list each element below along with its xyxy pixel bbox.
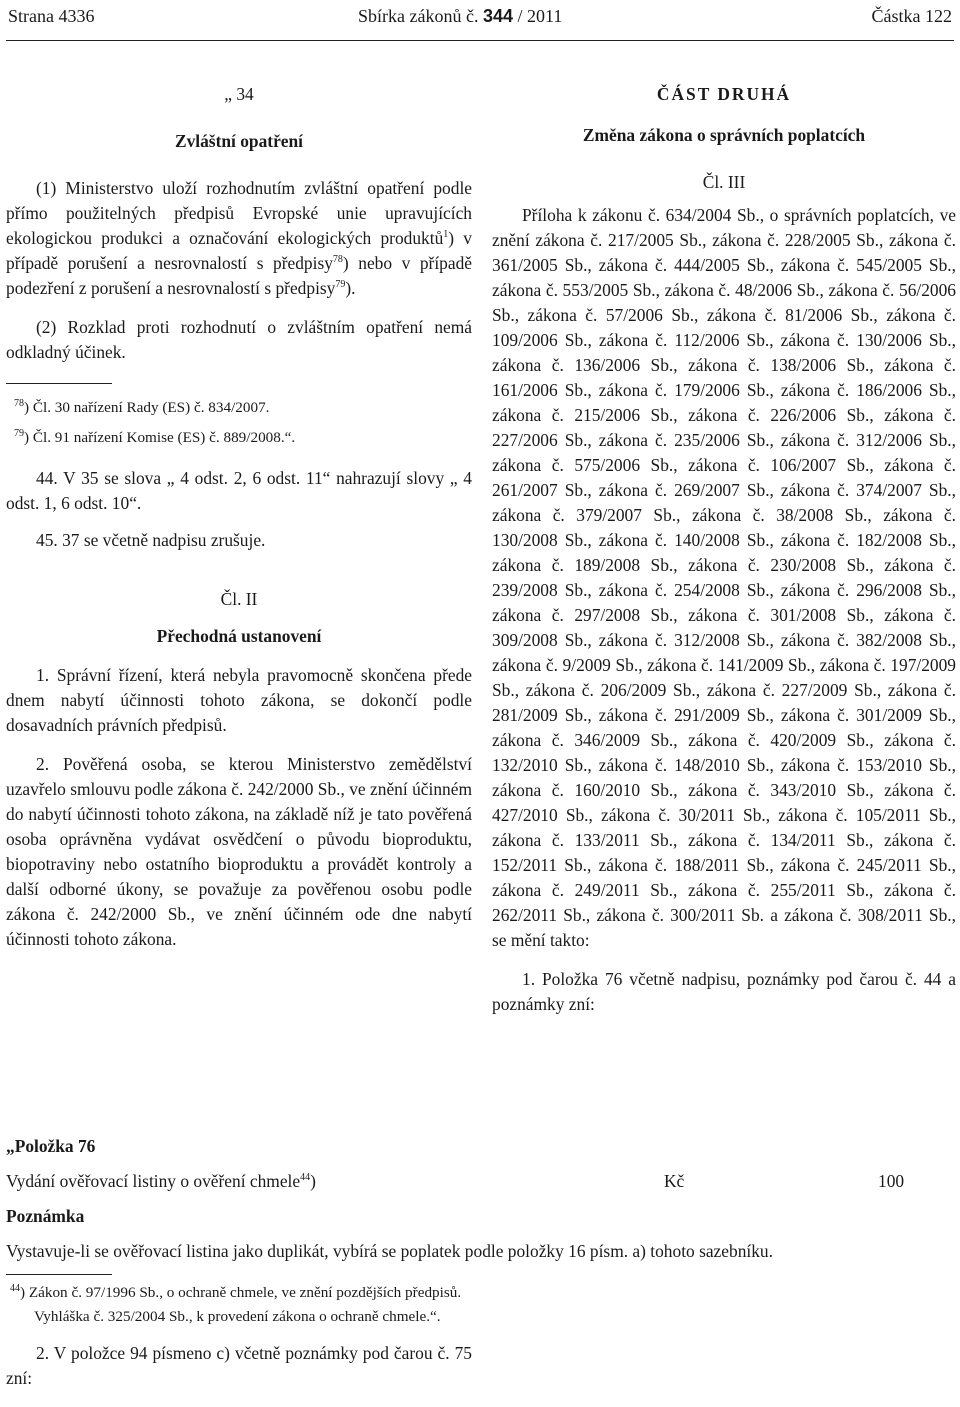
footnote-44: $^{44}$) Zákon č. 97/1996 Sb., o ochraně chmele, ve znění pozdějších předpisů. xyxy=(10,1282,462,1301)
collection-title: Sbírka zákonů č. 344 / 2011 xyxy=(358,6,563,26)
transitional-1: 1. Správní řízení, která nebyla pravomocně skončena přede dnem nabytí účinnosti tohoto zákona, se dokončí podle dosavadních právních předpisů. xyxy=(6,665,472,735)
item-44: 44. V 35 se slova „ 4 odst. 2, 6 odst. 11“ nahrazují slovy „ 4 odst. 1, 6 odst. 10“. xyxy=(6,468,472,513)
fee-item-block xyxy=(6,1134,954,1391)
amendment-item-2: 2. V položce 94 písmeno c) včetně poznámky pod čarou č. 75 zní: xyxy=(6,1343,472,1388)
footnote-78: $^{78}$) Čl. 30 nařízení Rady (ES) č. 834/2007. xyxy=(14,397,270,416)
part-number: Částka 122 xyxy=(871,6,952,26)
paragraph-2: (2) Rozklad proti rozhodnutí o zvláštním opatření nemá odkladný účinek. xyxy=(6,317,472,362)
section-sign: „ 34 xyxy=(224,84,254,104)
transitional-2: 2. Pověřená osoba, se kterou Ministerstvo zemědělství uzavřelo smlouvu podle zákona č. 242/2000 Sb., ve znění účinném do nabytí účinnosti tohoto zákona, na základě níž je tato pověřená osoba oprávněna vydávat osvědčení o původu bioproduktu, biopotraviny nebo ostatního bioproduktu a provádět kontroly a další odborné úkony, se považuje za pověřenou osobu podle zákona č. 242/2000 Sb., ve znění účinném ode dne nabytí účinnosti tohoto zákona. xyxy=(6,754,472,949)
header-rule xyxy=(6,40,954,41)
footnote-rule xyxy=(6,383,112,384)
footnote-rule-2 xyxy=(6,1274,112,1275)
fee-label: Vydání ověřovací listiny o ověření chmele$^{44}$) xyxy=(6,1171,316,1191)
article-2-title: Přechodná ustanovení xyxy=(156,626,322,646)
part-subtitle: Změna zákona o správních poplatcích xyxy=(582,125,866,145)
note-title: Poznámka xyxy=(6,1206,85,1226)
note-text: Vystavuje-li se ověřovací listina jako duplikát, vybírá se poplatek podle položky 16 písm. a) tohoto sazebníku. xyxy=(6,1241,773,1261)
fee-currency: Kč xyxy=(664,1171,685,1191)
amendment-item-1: 1. Položka 76 včetně nadpisu, poznámky pod čarou č. 44 a poznámky zní: xyxy=(492,969,956,1014)
section-title: Zvláštní opatření xyxy=(174,131,304,151)
fee-item-title: „Položka 76 xyxy=(6,1136,96,1156)
item-45: 45. 37 se včetně nadpisu zrušuje. xyxy=(36,530,266,550)
article-2-heading: Čl. II xyxy=(220,589,258,609)
footnote-44-cont: Vyhláška č. 325/2004 Sb., k provedení zákona o ochraně chmele.“. xyxy=(34,1308,441,1325)
fee-amount: 100 xyxy=(878,1171,905,1191)
right-column xyxy=(492,78,956,1017)
part-title: ČÁST DRUHÁ xyxy=(656,84,792,104)
page-header xyxy=(8,6,952,32)
footnote-79: $^{79}$) Čl. 91 nařízení Komise (ES) č. 889/2008.“. xyxy=(14,427,296,446)
left-column xyxy=(6,78,472,952)
fee-row xyxy=(6,1169,954,1194)
amendment-body: Příloha k zákonu č. 634/2004 Sb., o správních poplatcích, ve znění zákona č. 217/2005 Sb., zákona č. 228/2005 Sb., zákona č. 361/2005 Sb., zákona č. 444/2005 Sb., zákona č. 545/2005 Sb., zákona č. 553/2005 Sb., zákona č. 48/2006 Sb., zákona č. 56/2006 Sb., zákona č. 57/2006 Sb., zákona č. 81/2006 Sb., zákona č. 109/2006 Sb., zákona č. 112/2006 Sb., zákona č. 130/2006 Sb., zákona č. 136/2006 Sb., zákona č. 138/2006 Sb., zákona č. 161/2006 Sb., zákona č. 179/2006 Sb., zákona č. 186/2006 Sb., zákona č. 215/2006 Sb., zákona č. 226/2006 Sb., zákona č. 227/2006 Sb., zákona č. 235/2006 Sb., zákona č. 312/2006 Sb., zákona č. 575/2006 Sb., zákona č. 106/2007 Sb., zákona č. 261/2007 Sb., zákona č. 269/2007 Sb., zákona č. 374/2007 Sb., zákona č. 379/2007 Sb., zákona č. 38/2008 Sb., zákona č. 130/2008 Sb., zákona č. 140/2008 Sb., zákona č. 182/2008 Sb., zákona č. 189/2008 Sb., zákona č. 230/2008 Sb., zákona č. 239/2008 Sb., zákona č. 254/2008 Sb., zákona č. 296/2008 Sb., zákona č. 297/2008 Sb., zákona č. 301/2008 Sb., zákona č. 309/2008 Sb., zákona č. 312/2008 Sb., zákona č. 382/2008 Sb., zákona č. 9/2009 Sb., zákona č. 141/2009 Sb., zákona č. 197/2009 Sb., zákona č. 206/2009 Sb., zákona č. 227/2009 Sb., zákona č. 281/2009 Sb., zákona č. 291/2009 Sb., zákona č. 301/2009 Sb., zákona č. 346/2009 Sb., zákona č. 420/2009 Sb., zákona č. 132/2010 Sb., zákona č. 148/2010 Sb., zákona č. 153/2010 Sb., zákona č. 160/2010 Sb., zákona č. 343/2010 Sb., zákona č. 427/2010 Sb., zákona č. 30/2011 Sb., zákona č. 105/2011 Sb., zákona č. 133/2011 Sb., zákona č. 134/2011 Sb., zákona č. 152/2011 Sb., zákona č. 188/2011 Sb., zákona č. 245/2011 Sb., zákona č. 249/2011 Sb., zákona č. 255/2011 Sb., zákona č. 262/2011 Sb., zákona č. 300/2011 Sb. a zákona č. 308/2011 Sb., se mění takto: xyxy=(492,205,956,950)
article-3-heading: Čl. III xyxy=(702,172,746,192)
page-number: Strana 4336 xyxy=(8,6,95,26)
paragraph-1: (1) Ministerstvo uloží rozhodnutím zvláštní opatření podle přímo použitelných předpisů Evropské unie upravujících ekologickou produkci a označování ekologických produktů$^1$) v případě porušení a nesrovnalostí s předpisy$^{78}$) nebo v případě podezření z porušení a nesrovnalostí s předpisy$^{79}$). xyxy=(6,178,472,298)
collection-number: 344 xyxy=(482,6,514,26)
